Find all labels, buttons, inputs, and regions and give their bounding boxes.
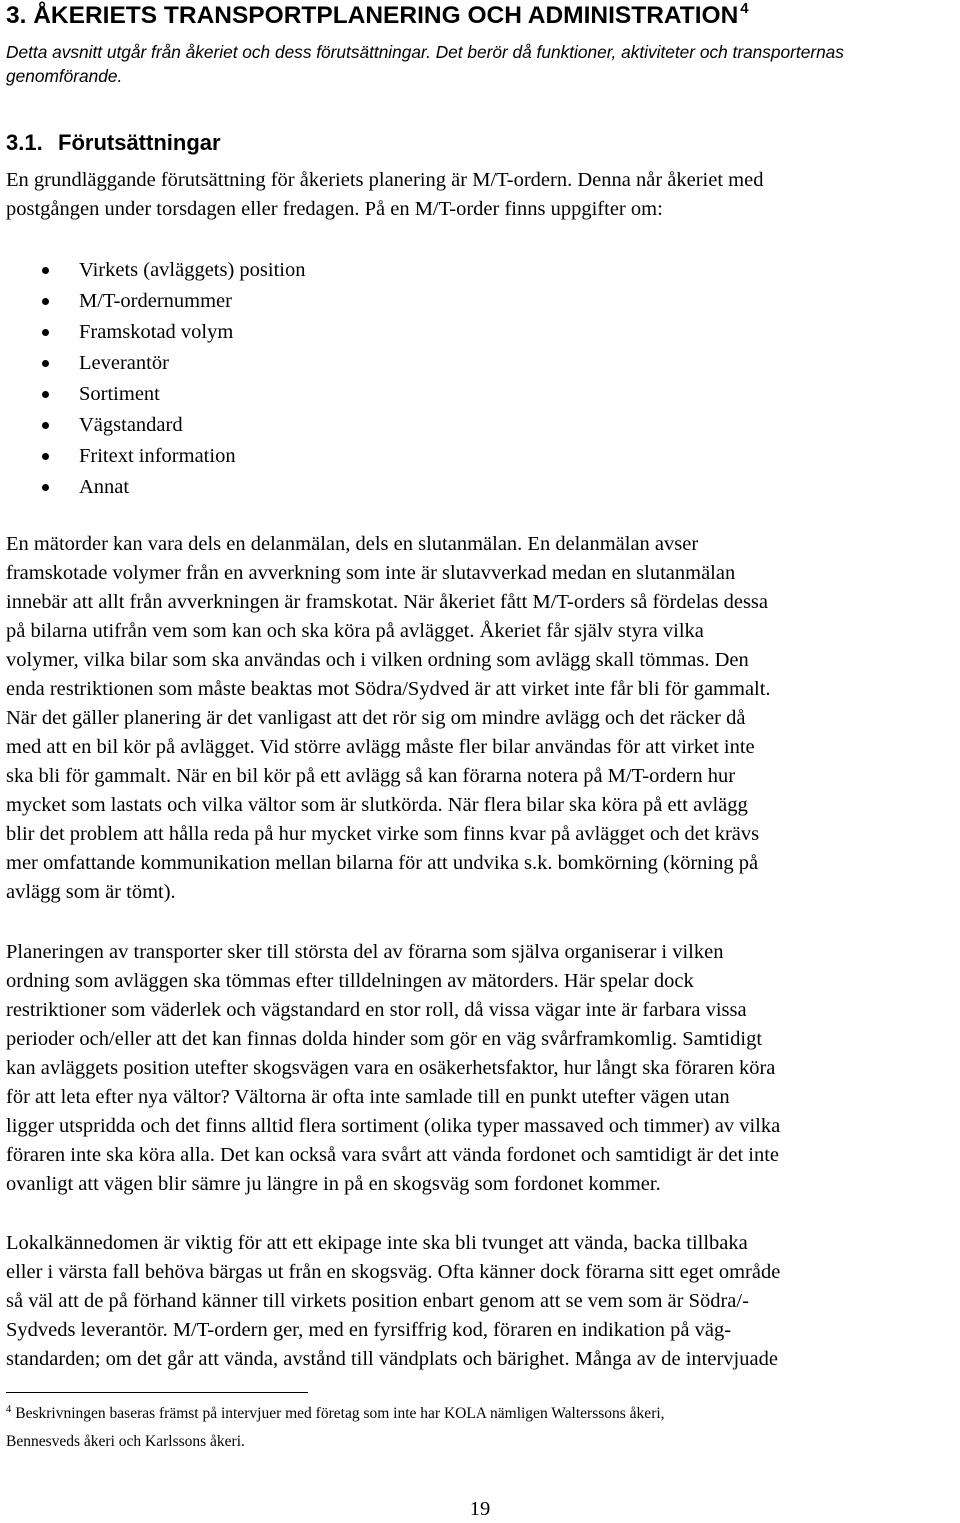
text-line: med att en bil kör på avlägget. Vid större avlägg måste fler bilar användas för att virket inte — [6, 736, 755, 758]
text-line: ligger utspridda och det finns alltid flera sortiment (olika typer massaved och timmer) av vilka — [6, 1115, 781, 1137]
footnote-line — [6, 1401, 956, 1429]
bullet-icon — [42, 422, 49, 429]
section-title: Förutsättningar — [58, 130, 221, 155]
paragraph-matorder — [6, 530, 960, 907]
text-line: restriktioner som väderlek och vägstandard en stor roll, då vissa vägar inte är farbara vissa — [6, 999, 747, 1021]
list-item — [0, 441, 306, 472]
text-line: eller i värsta fall behöva bärgas ut från en skogsväg. Ofta känner dock förarna sitt eget område — [6, 1261, 781, 1283]
section-heading — [6, 130, 221, 156]
text-line: ovanligt att vägen blir sämre ju längre in på en skogsväg som fordonet kommer. — [6, 1173, 661, 1195]
list-item — [0, 472, 306, 503]
bullet-icon — [42, 329, 49, 336]
list-item-text: M/T-ordernummer — [79, 290, 232, 312]
list-item — [0, 286, 306, 317]
bullet-icon — [42, 298, 49, 305]
intro-line: Detta avsnitt utgår från åkeriet och dess förutsättningar. Det berör då funktioner, aktiviteter och transporternas — [6, 42, 844, 62]
text-line: En grundläggande förutsättning för åkeriets planering är M/T-ordern. Denna når åkeriet med — [6, 169, 764, 191]
text-line: Sydveds leverantör. M/T-ordern ger, med en fyrsiffrig kod, föraren en indikation på väg- — [6, 1319, 732, 1341]
text-line: kan avläggets position utefter skogsvägen vara en osäkerhetsfaktor, hur långt ska föraren köra — [6, 1057, 776, 1079]
footnote-line: Bennesveds åkeri och Karlssons åkeri. — [6, 1433, 245, 1450]
text-line: på bilarna utifrån vem som kan och ska köra på avlägget. Åkeriet får själv styra vilka — [6, 620, 704, 642]
footnote-text: Beskrivningen baseras främst på intervjuer med företag som inte har KOLA nämligen Walterssons åkeri, — [15, 1405, 665, 1422]
list-item — [0, 255, 306, 286]
list-item — [0, 317, 306, 348]
bullet-icon — [42, 484, 49, 491]
list-item-text: Leverantör — [79, 352, 169, 374]
text-line: enda restriktionen som måste beaktas mot Södra/Sydved är att virket inte får bli för gammalt. — [6, 678, 771, 700]
list-item-text: Annat — [79, 476, 130, 498]
list-item-text: Sortiment — [79, 383, 160, 405]
text-line: mycket som lastats och vilka vältor som är slutkörda. När flera bilar ska köra på ett avlägg — [6, 794, 748, 816]
text-line: standarden; om det går att vända, avstånd till vändplats och bärighet. Många av de intervjuade — [6, 1348, 778, 1370]
mt-order-fields-list — [0, 255, 306, 503]
chapter-heading — [6, 2, 749, 30]
text-line: så väl att de på förhand känner till virkets position enbart genom att se vem som är Södra/- — [6, 1290, 749, 1312]
text-line: avlägg som är tömt). — [6, 881, 176, 903]
text-line: Planeringen av transporter sker till största del av förarna som själva organiserar i vilken — [6, 941, 724, 963]
list-item-text: Fritext information — [79, 445, 236, 467]
list-item — [0, 348, 306, 379]
text-line: ska bli för gammalt. När en bil kör på ett avlägg så kan förarna notera på M/T-ordern hur — [6, 765, 736, 787]
text-line: postgången under torsdagen eller fredagen. På en M/T-order finns uppgifter om: — [6, 198, 663, 220]
text-line: volymer, vilka bilar som ska användas och i vilken ordning som avlägg skall tömmas. Den — [6, 649, 749, 671]
text-line: blir det problem att hålla reda på hur mycket virke som finns kvar på avlägget och det krävs — [6, 823, 760, 845]
footnote — [6, 1401, 956, 1455]
chapter-heading-text: 3. ÅKERIETS TRANSPORTPLANERING OCH ADMINISTRATION — [6, 2, 739, 29]
chapter-intro — [6, 41, 956, 88]
list-item — [0, 379, 306, 410]
paragraph-local-knowledge — [6, 1229, 960, 1374]
section-number: 3.1. — [6, 130, 43, 155]
text-line: för att leta efter nya vältor? Vältorna är ofta inte samlade till en punkt utefter vägen utan — [6, 1086, 730, 1108]
footnote-marker: 4 — [6, 1404, 12, 1415]
bullet-icon — [42, 267, 49, 274]
list-item — [0, 410, 306, 441]
paragraph-planning — [6, 938, 960, 1199]
text-line: perioder och/eller att det kan finnas dolda hinder som gör en väg svårframkomlig. Samtidigt — [6, 1028, 763, 1050]
footnote-divider — [6, 1392, 308, 1393]
text-line: När det gäller planering är det vanligast att det rör sig om mindre avlägg och det räcker då — [6, 707, 746, 729]
list-item-text: Framskotad volym — [79, 321, 234, 343]
list-item-text: Virkets (avläggets) position — [79, 259, 306, 281]
text-line: mer omfattande kommunikation mellan bilarna för att undvika s.k. bomkörning (körning på — [6, 852, 759, 874]
page-number: 19 — [469, 1498, 491, 1520]
bullet-icon — [42, 360, 49, 367]
footnote-reference[interactable]: 4 — [740, 0, 749, 17]
paragraph-intro — [6, 166, 960, 224]
text-line: framskotade volymer från en avverkning som inte är slutavverkad medan en slutanmälan — [6, 562, 736, 584]
text-line: Lokalkännedomen är viktig för att ett ekipage inte ska bli tvunget att vända, backa tillbaka — [6, 1232, 748, 1254]
list-item-text: Vägstandard — [79, 414, 183, 436]
bullet-icon — [42, 391, 49, 398]
bullet-icon — [42, 453, 49, 460]
text-line: ordning som avläggen ska tömmas efter tilldelningen av mätorders. Här spelar dock — [6, 970, 694, 992]
intro-line: genomförande. — [6, 65, 123, 86]
text-line: föraren inte ska köra alla. Det kan också vara svårt att vända fordonet och samtidigt är det inte — [6, 1144, 780, 1166]
text-line: innebär att allt från avverkningen är framskotat. När åkeriet fått M/T-orders så fördelas dessa — [6, 591, 768, 613]
text-line: En mätorder kan vara dels en delanmälan, dels en slutanmälan. En delanmälan avser — [6, 533, 699, 555]
